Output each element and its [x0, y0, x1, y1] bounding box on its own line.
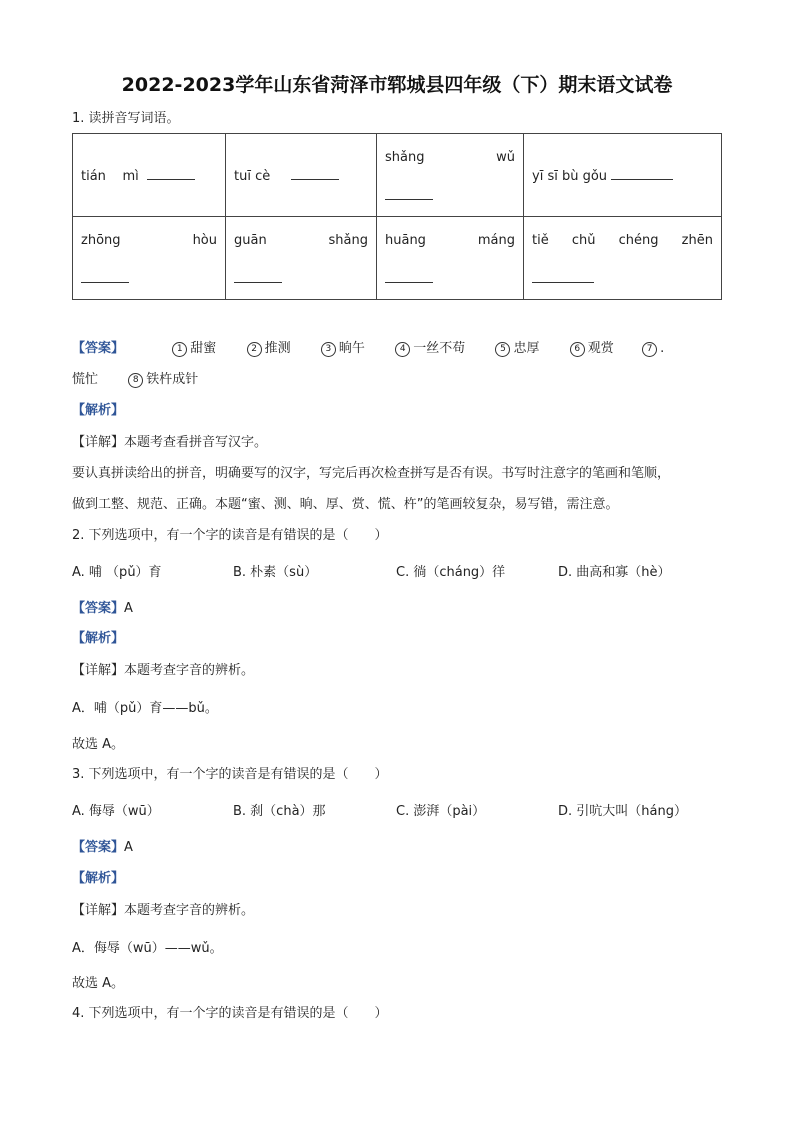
answer-blank[interactable]	[611, 167, 673, 180]
q2-choose: 故选 A。	[72, 737, 125, 752]
pinyin-table	[72, 133, 722, 300]
answer-blank[interactable]	[81, 270, 129, 283]
q3-explain: A．侮辱（wū）——wǔ。	[72, 941, 223, 956]
answer-blank[interactable]	[385, 187, 433, 200]
q1-answer-line-2: 慌忙 8 铁杵成针	[72, 372, 199, 387]
page-title: 2022-2023学年山东省菏泽市郓城县四年级（下）期末语文试卷	[121, 74, 673, 96]
answer-blank[interactable]	[532, 270, 594, 283]
answer-blank[interactable]	[147, 167, 195, 180]
answer-blank[interactable]	[234, 270, 282, 283]
q2-option-a[interactable]: A. 哺 （pǔ）育	[72, 565, 162, 580]
q3-choose: 故选 A。	[72, 976, 125, 991]
pinyin-cell: zhōng hòu	[73, 217, 226, 300]
q4-stem: 4. 下列选项中，有一个字的读音是有错误的是（ ）	[72, 1006, 388, 1021]
q1-answer-line: 【答案】 1 甜蜜 2 推测 3 晌午 4 一丝不苟 5 忠厚 6 观赏 7 .	[72, 341, 665, 356]
answer-tag: 【答案】	[72, 341, 125, 356]
q2-answer-line: 【答案】A	[72, 601, 133, 616]
pinyin-cell: tuī cè	[226, 134, 377, 217]
q2-explain: A．哺（pǔ）育——bǔ。	[72, 701, 218, 716]
q3-detail: 【详解】本题考查字音的辨析。	[72, 903, 255, 918]
analysis-tag: 【解析】	[72, 631, 125, 646]
q2-option-b[interactable]: B. 朴素（sù）	[233, 565, 318, 580]
q2-option-c[interactable]: C. 徜（cháng）徉	[396, 565, 506, 580]
q3-option-c[interactable]: C. 澎湃（pài）	[396, 804, 486, 819]
q1-para1: 要认真拼读给出的拼音，明确要写的汉字，写完后再次检查拼写是否有误。书写时注意字的笔画和笔顺，	[72, 466, 671, 481]
pinyin-cell: huāng máng	[377, 217, 524, 300]
table-row	[73, 134, 722, 217]
q3-answer-line: 【答案】A	[72, 840, 133, 855]
q3-option-d[interactable]: D. 引吭大叫（háng）	[558, 804, 687, 819]
pinyin-cell: yī sī bù gǒu	[524, 134, 722, 217]
q1-para2: 做到工整、规范、正确。本题“蜜、测、晌、厚、赏、慌、杵”的笔画较复杂，易写错，需注意。	[72, 497, 619, 512]
pinyin-cell: tiě chǔ chéng zhēn	[524, 217, 722, 300]
analysis-tag: 【解析】	[72, 403, 125, 418]
table-row	[73, 217, 722, 300]
q1-detail: 【详解】本题考查看拼音写汉字。	[72, 435, 268, 450]
pinyin-cell: tián mì	[73, 134, 226, 217]
pinyin-cell: guān shǎng	[226, 217, 377, 300]
q2-stem: 2. 下列选项中，有一个字的读音是有错误的是（ ）	[72, 528, 388, 543]
q2-option-d[interactable]: D. 曲高和寡（hè）	[558, 565, 671, 580]
q3-stem: 3. 下列选项中，有一个字的读音是有错误的是（ ）	[72, 767, 388, 782]
answer-blank[interactable]	[385, 270, 433, 283]
answer-blank[interactable]	[291, 167, 339, 180]
q3-option-a[interactable]: A. 侮辱（wū）	[72, 804, 160, 819]
q1-stem: 1. 读拼音写词语。	[72, 111, 180, 126]
q3-option-b[interactable]: B. 刹（chà）那	[233, 804, 326, 819]
analysis-tag: 【解析】	[72, 871, 125, 886]
pinyin-cell: shǎng wǔ	[377, 134, 524, 217]
q2-detail: 【详解】本题考查字音的辨析。	[72, 663, 255, 678]
